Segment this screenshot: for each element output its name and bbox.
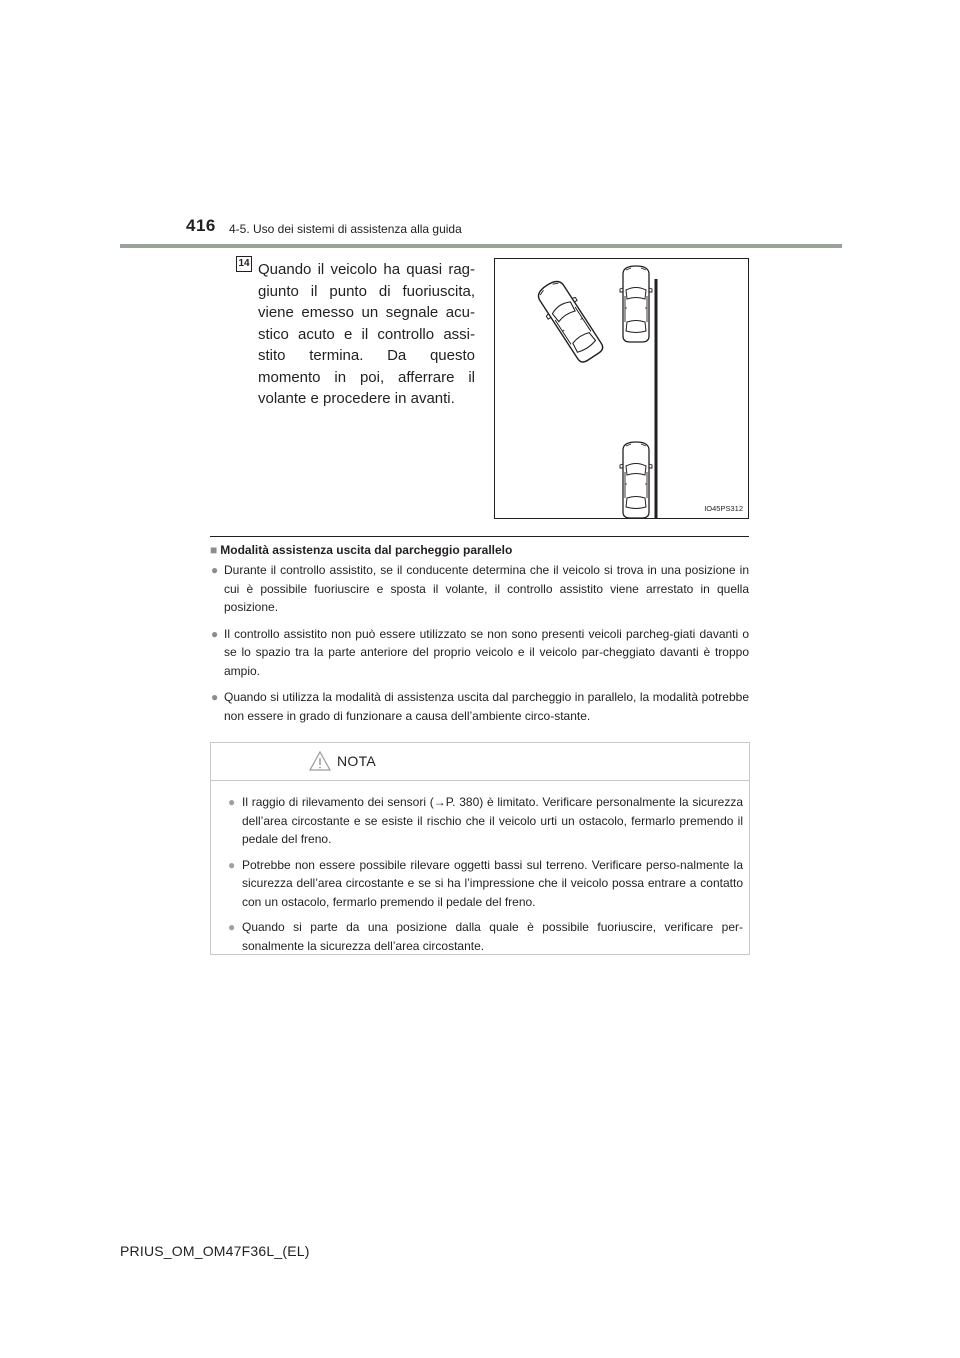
circle-bullet-icon: ● [228, 920, 236, 934]
list-item-text: Il raggio di rilevamento dei sensori (→P. 380) è limitato. Verificare personalmente la sicurezza dell’area circostante e se esiste il rischio che il veicolo urti un ostacolo, fermarlo premendo il pedale del freno. [242, 795, 743, 846]
own-car-exiting [532, 276, 607, 366]
figure-code: IO45PS312 [704, 504, 743, 513]
parked-car-rear [620, 442, 652, 518]
square-bullet-icon: ■ [210, 543, 218, 557]
header-rule [120, 244, 842, 248]
circle-bullet-icon: ● [211, 563, 219, 577]
nota-header-rule [211, 780, 749, 781]
list-item [227, 793, 743, 849]
section-title: 4-5. Uso dei sistemi di assistenza alla guida [229, 222, 462, 236]
list-item-text: Potrebbe non essere possibile rilevare oggetti bassi sul terreno. Verificare perso-nalmente la sicurezza dell’area circostante e se si ha l’impressione che il veicolo possa entrare a contatto con un ostacolo, fermarlo premendo il pedale del freno. [242, 857, 743, 909]
list-item-text: Il controllo assistito non può essere utilizzato se non sono presenti veicoli parcheg-giati davanti o se lo spazio tra la parte anteriore del proprio veicolo e il veicolo par-cheggiato davanti è troppo ampio. [224, 626, 749, 678]
circle-bullet-icon: ● [228, 857, 236, 872]
list-item [210, 688, 749, 725]
parked-car-front [620, 266, 652, 342]
step-number-badge: 14 [236, 256, 252, 272]
nota-bullets [227, 793, 743, 962]
section-separator [210, 536, 749, 537]
list-item [227, 856, 743, 912]
section-heading-text: Modalità assistenza uscita dal parcheggio parallelo [220, 543, 513, 557]
step-text: Quando il veicolo ha quasi rag-giunto il punto di fuoriuscita, viene emesso un segnale acu-stico acuto e il controllo assi-stito termina. Da questo momento in poi, afferrare il volante e procedere in avanti. [258, 261, 475, 407]
section-heading [210, 543, 512, 557]
list-item-text: Durante il controllo assistito, se il conducente determina che il veicolo si trova in una posizione in cui è possibile fuoriuscire e sposta il volante, il controllo assistito viene arrestato in quella posizione. [224, 563, 749, 614]
nota-title: NOTA [337, 753, 377, 769]
parking-diagram-svg [495, 259, 749, 519]
circle-bullet-icon: ● [211, 626, 219, 641]
circle-bullet-icon: ● [228, 795, 236, 809]
list-item [210, 625, 749, 681]
section-bullets [210, 561, 749, 733]
footer-doc-code: PRIUS_OM_OM47F36L_(EL) [120, 1243, 310, 1259]
circle-bullet-icon: ● [211, 690, 219, 704]
list-item [227, 918, 743, 955]
warning-triangle-icon [309, 751, 331, 771]
list-item [210, 561, 749, 617]
nota-box [210, 742, 750, 955]
parking-illustration [494, 258, 749, 519]
page-number: 416 [186, 216, 216, 235]
list-item-text: Quando si parte da una posizione dalla quale è possibile fuoriuscire, verificare per-sonalmente la sicurezza dell’area circostante. [242, 920, 743, 953]
list-item-text: Quando si utilizza la modalità di assistenza uscita dal parcheggio in parallelo, la modalità potrebbe non essere in grado di funzionare a causa dell’ambiente circo-stante. [224, 690, 749, 723]
